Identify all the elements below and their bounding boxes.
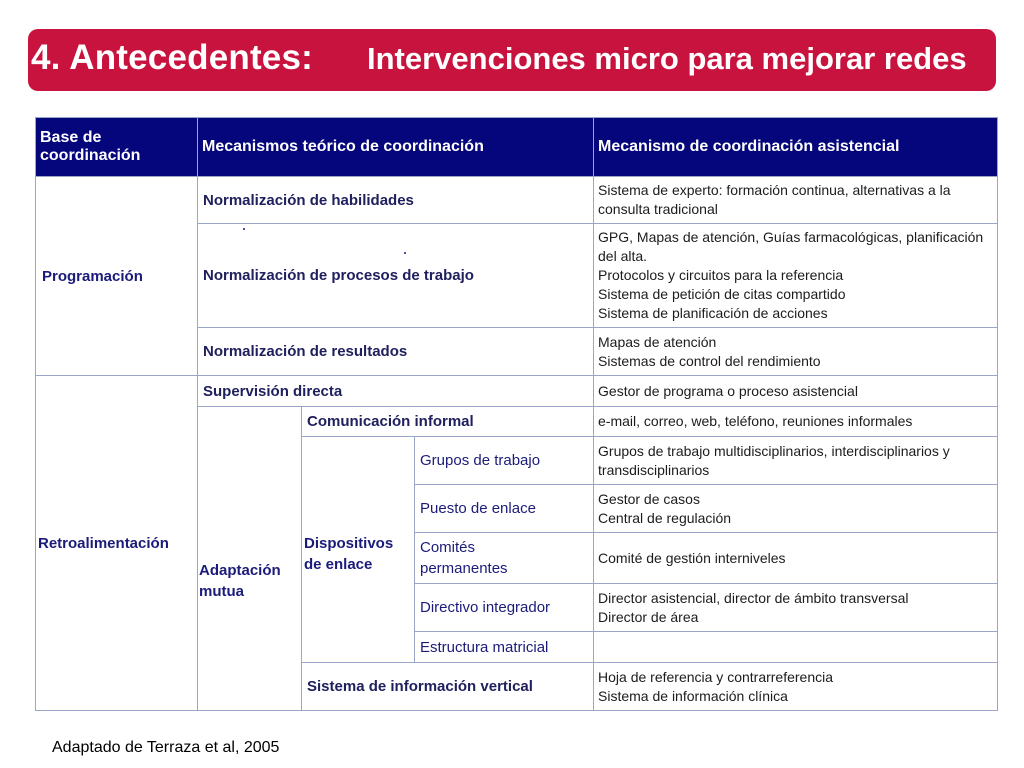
adaptacion-mutua-label: Adaptación mutua	[199, 561, 281, 600]
care-line: Sistema de información clínica	[598, 687, 788, 704]
care-line: Mapas de atención	[598, 333, 717, 350]
base-programacion: Programación	[36, 177, 198, 376]
care-cell	[594, 663, 998, 711]
care-line: Director de área	[598, 608, 699, 625]
stray-dot	[243, 228, 245, 230]
care-line: Sistema de petición de citas compartido	[598, 286, 846, 302]
care-cell	[594, 328, 998, 376]
care-cell: Comité de gestión interniveles	[594, 533, 998, 584]
care-cell: Grupos de trabajo multidisciplinarios, interdisciplinarios y transdisciplinarios	[594, 437, 998, 485]
header-mechanism-theory: Mecanismos teórico de coordinación	[198, 118, 594, 177]
care-line: Sistema de planificación de acciones	[598, 305, 828, 321]
care-line: Director asistencial, director de ámbito transversal	[598, 589, 909, 606]
table-header-row	[36, 118, 998, 177]
mechanism-cell: Sistema de información vertical	[302, 663, 594, 711]
care-line: Gestor de casos	[598, 490, 700, 507]
dispositivos-enlace-label: Dispositivos de enlace	[304, 534, 394, 573]
adaptacion-mutua	[198, 407, 302, 711]
device-name-cell: Estructura matricial	[415, 632, 594, 663]
care-cell: Sistema de experto: formación continua, alternativas a la consulta tradicional	[594, 177, 998, 224]
table-row	[36, 376, 998, 407]
mechanism-cell: Normalización de habilidades	[198, 177, 594, 224]
device-name-cell: Directivo integrador	[415, 584, 594, 632]
title-bar	[28, 29, 996, 91]
mechanism-cell: Normalización de procesos de trabajo	[198, 224, 594, 328]
device-name-cell	[415, 533, 594, 584]
device-name-cell: Puesto de enlace	[415, 485, 594, 533]
title-main: 4. Antecedentes:	[31, 38, 313, 77]
care-line: Sistemas de control del rendimiento	[598, 352, 821, 369]
device-name-cell: Grupos de trabajo	[415, 437, 594, 485]
care-line: Protocolos y circuitos para la referencia	[598, 267, 844, 283]
header-base: Base de coordinación	[36, 118, 198, 177]
care-cell	[594, 224, 998, 328]
care-line: GPG, Mapas de atención, Guías farmacológicas, planificación del alta.	[598, 229, 984, 264]
base-retroalimentacion: Retroalimentación	[36, 376, 198, 711]
care-line: Central de regulación	[598, 509, 732, 526]
table-row	[36, 177, 998, 224]
device-name-text: Comités permanentes	[420, 539, 508, 577]
care-cell	[594, 584, 998, 632]
mechanism-cell: Normalización de resultados	[198, 328, 594, 376]
coordination-table	[35, 117, 998, 711]
care-cell: e-mail, correo, web, teléfono, reuniones informales	[594, 407, 998, 437]
care-cell	[594, 485, 998, 533]
stray-dot	[404, 252, 406, 254]
care-cell	[594, 632, 998, 663]
care-line: Hoja de referencia y contrarreferencia	[598, 668, 834, 685]
mechanism-cell: Comunicación informal	[302, 407, 594, 437]
mechanism-cell: Supervisión directa	[198, 376, 594, 407]
header-mechanism-care: Mecanismo de coordinación asistencial	[594, 118, 998, 177]
care-cell: Gestor de programa o proceso asistencial	[594, 376, 998, 407]
source-citation: Adaptado de Terraza et al, 2005	[52, 739, 280, 756]
title-subtitle: Intervenciones micro para mejorar redes	[367, 41, 967, 76]
dispositivos-enlace	[302, 437, 415, 663]
